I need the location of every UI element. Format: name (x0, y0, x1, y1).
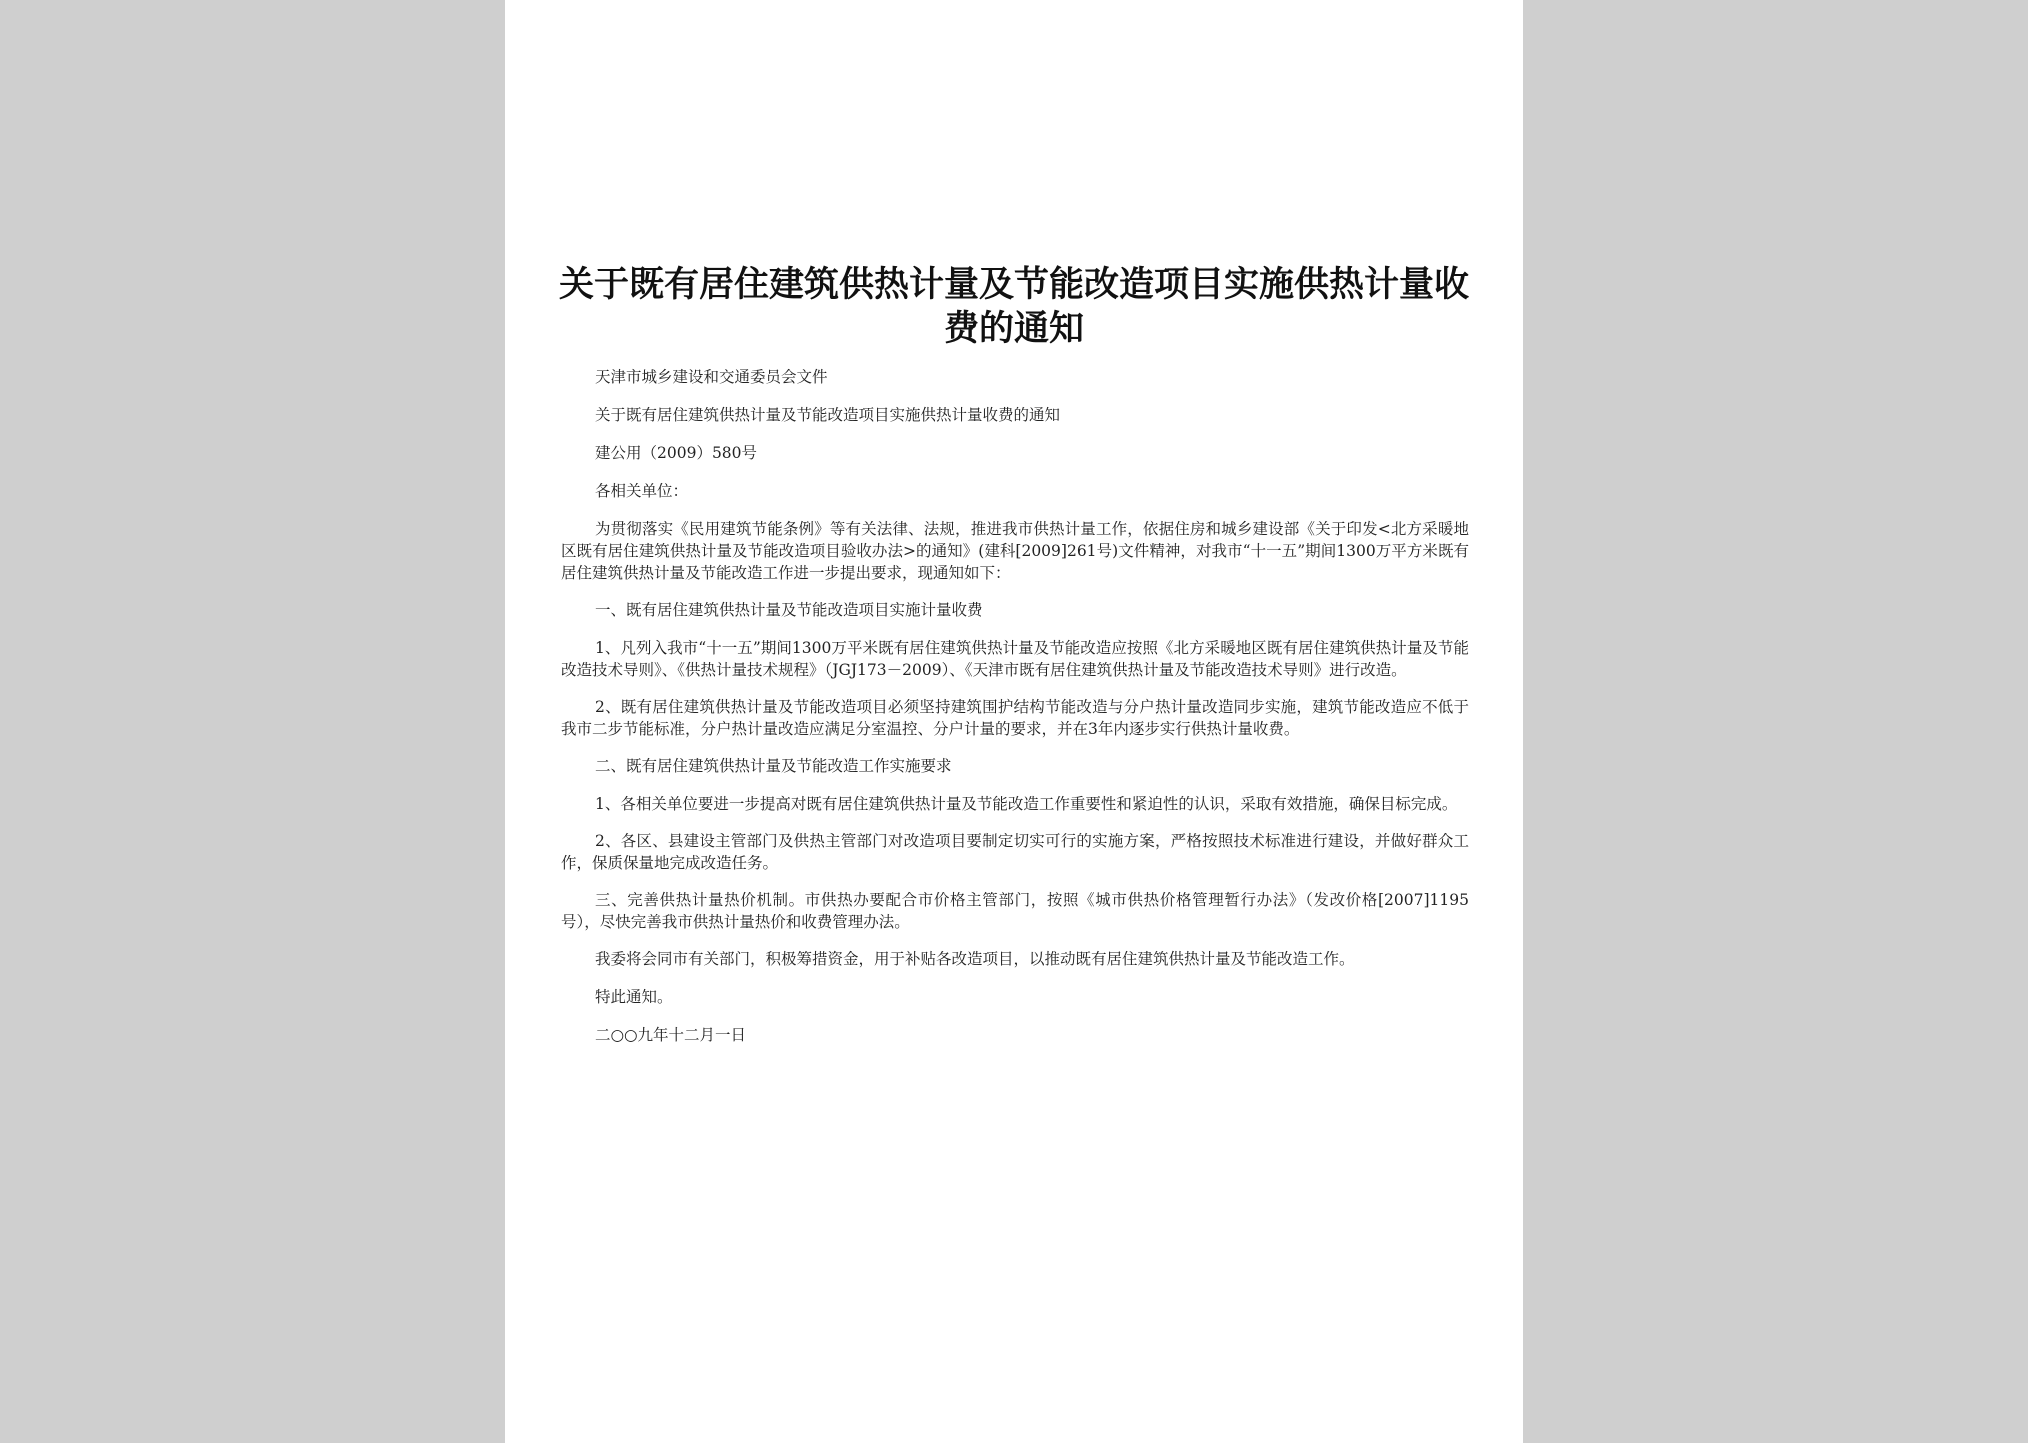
salutation: 各相关单位： (595, 482, 689, 500)
issuing-authority: 天津市城乡建设和交通委员会文件 (595, 368, 828, 386)
document-number: 建公用（2009）580号 (595, 444, 758, 462)
document-date: 二○○九年十二月一日 (595, 1026, 747, 1044)
paragraph-intro: 为贯彻落实《民用建筑节能条例》等有关法律、法规，推进我市供热计量工作，依据住房和城乡建设部《关于印发<北方采暖地区既有居住建筑供热计量及节能改造项目验收办法>的通知》(建科[2009]261号)文件精神，对我市“十一五”期间1300万平方米既有居住建筑供热计量及节能改造工作进一步提出要求，现通知如下： (561, 520, 1469, 582)
section-heading-1: 一、既有居住建筑供热计量及节能改造项目实施计量收费 (595, 601, 983, 619)
notice-subtitle: 关于既有居住建筑供热计量及节能改造项目实施供热计量收费的通知 (595, 406, 1061, 424)
document-page (505, 0, 1523, 1443)
section-3: 三、完善供热计量热价机制。市供热办要配合市价格主管部门，按照《城市供热价格管理暂行办法》（发改价格[2007]1195号），尽快完善我市供热计量热价和收费管理办法。 (561, 891, 1469, 931)
paragraph-2-1: 1、各相关单位要进一步提高对既有居住建筑供热计量及节能改造工作重要性和紧迫性的认识，采取有效措施，确保目标完成。 (595, 795, 1458, 813)
paragraph-1-1: 1、凡列入我市“十一五”期间1300万平米既有居住建筑供热计量及节能改造应按照《北方采暖地区既有居住建筑供热计量及节能改造技术导则》、《供热计量技术规程》（JGJ173－2009）、《天津市既有居住建筑供热计量及节能改造技术导则》进行改造。 (561, 639, 1469, 679)
paragraph-funding: 我委将会同市有关部门，积极筹措资金，用于补贴各改造项目，以推动既有居住建筑供热计量及节能改造工作。 (595, 950, 1355, 968)
document-title: 关于既有居住建筑供热计量及节能改造项目实施供热计量收费的通知 (558, 265, 1469, 349)
paragraph-2-2: 2、各区、县建设主管部门及供热主管部门对改造项目要制定切实可行的实施方案，严格按照技术标准进行建设，并做好群众工作，保质保量地完成改造任务。 (561, 832, 1469, 872)
paragraph-1-2: 2、既有居住建筑供热计量及节能改造项目必须坚持建筑围护结构节能改造与分户热计量改造同步实施，建筑节能改造应不低于我市二步节能标准，分户热计量改造应满足分室温控、分户计量的要求，并在3年内逐步实行供热计量收费。 (561, 698, 1469, 738)
document-body (561, 366, 1469, 1062)
section-heading-2: 二、既有居住建筑供热计量及节能改造工作实施要求 (595, 757, 952, 775)
closing-remark: 特此通知。 (595, 988, 673, 1006)
